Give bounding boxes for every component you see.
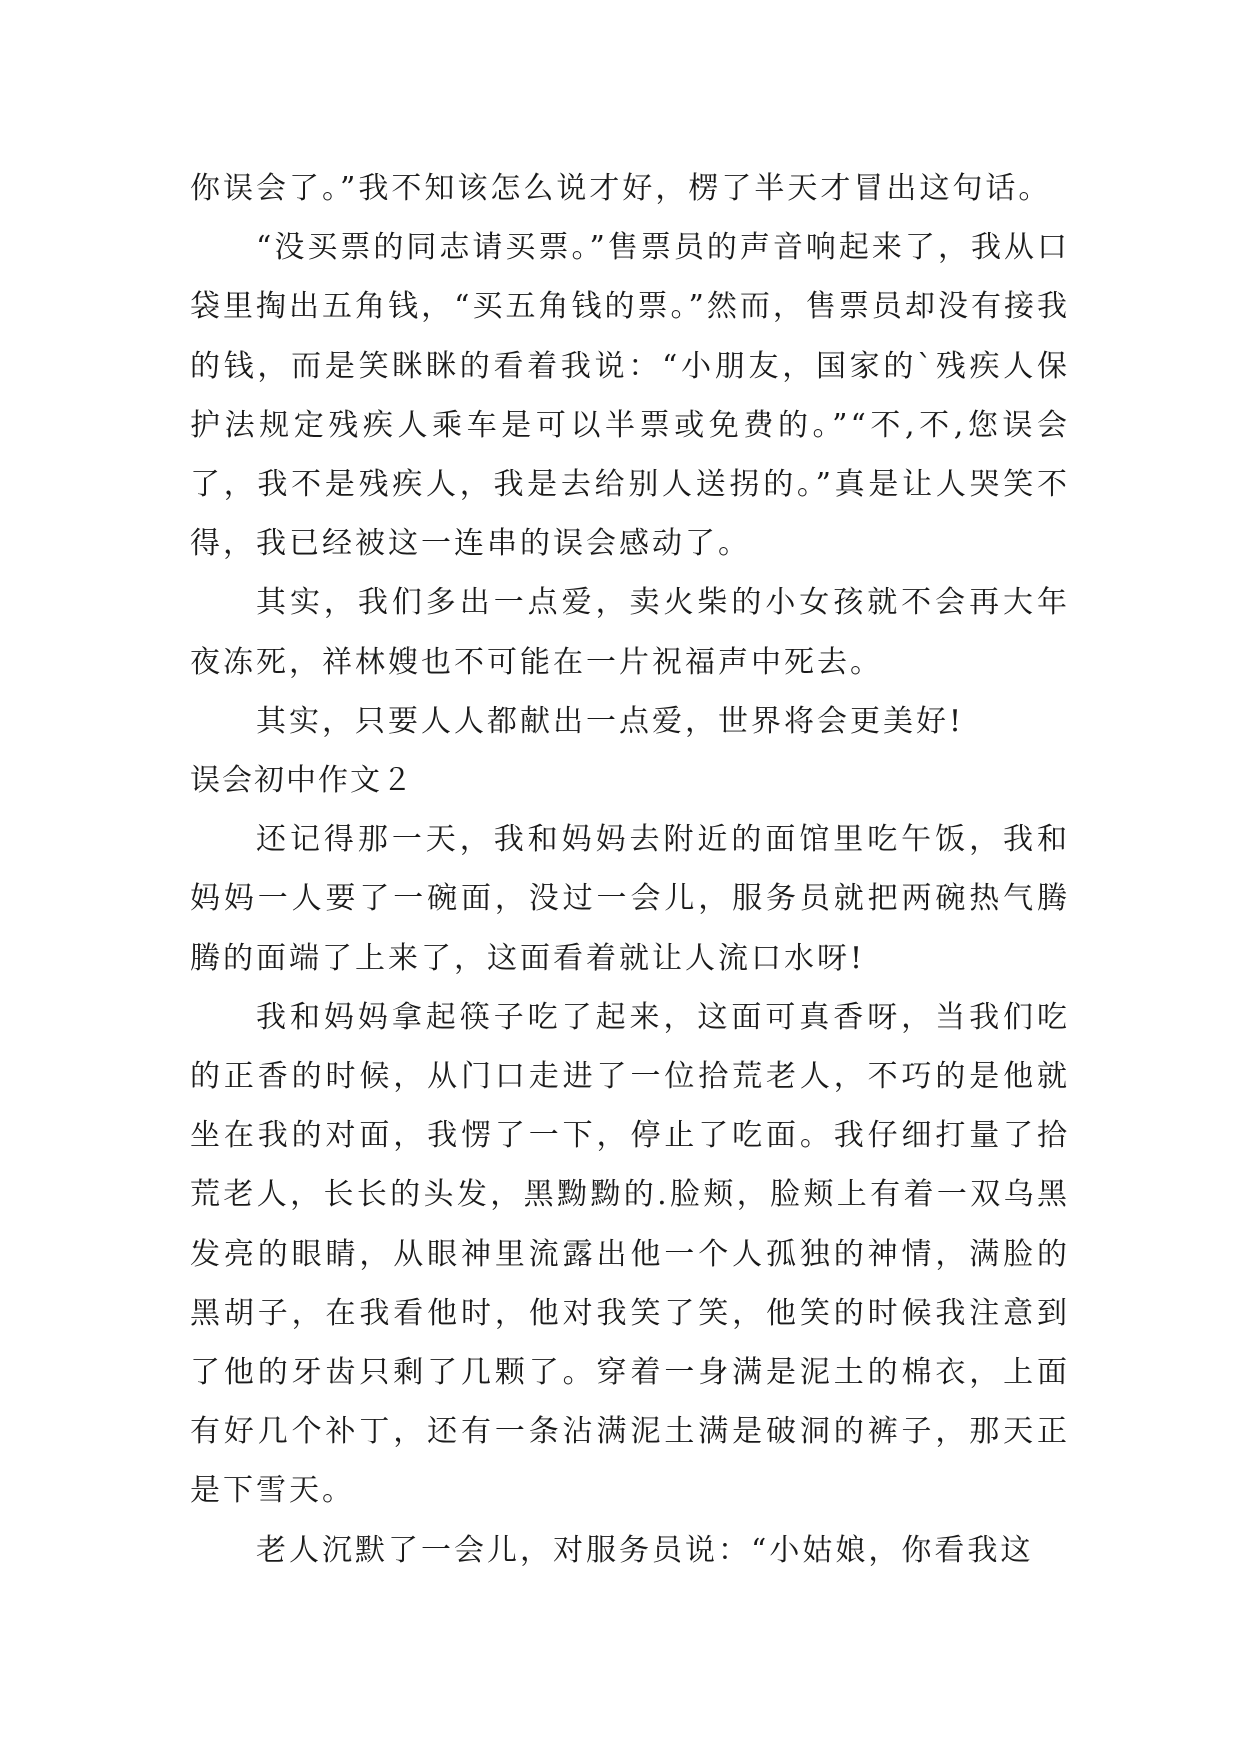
paragraph-noodle-shop: 还记得那一天，我和妈妈去附近的面馆里吃午饭，我和妈妈一人要了一碗面，没过一会儿，服务员就把两碗热气腾腾的面端了上来了，这面看着就让人流口水呀! <box>190 822 1070 976</box>
paragraph-ticket: “没买票的同志请买票。”售票员的声音响起来了，我从口袋里掏出五角钱，“买五角钱的票。”然而，售票员却没有接我的钱，而是笑眯眯的看着我说：“小朋友，国家的`残疾人保护法规定残疾人乘车是可以半票或免费的。”“不,不,您误会了，我不是残疾人，我是去给别人送拐的。”真是让人哭笑不得，我已经被这一连串的误会感动了。 <box>190 230 1070 562</box>
paragraph-continuation: 你误会了。”我不知该怎么说才好，楞了半天才冒出这句话。 <box>190 171 1052 206</box>
section-title: 误会初中作文２ <box>190 763 414 799</box>
paragraph-old-man: 我和妈妈拿起筷子吃了起来，这面可真香呀，当我们吃的正香的时候，从门口走进了一位拾荒老人，不巧的是他就坐在我的对面，我愣了一下，停止了吃面。我仔细打量了拾荒老人，长长的头发，黑黝黝的.脸颊，脸颊上有着一双乌黑发亮的眼睛，从眼神里流露出他一个人孤独的神情，满脸的黑胡子，在我看他时，他对我笑了笑，他笑的时候我注意到了他的牙齿只剩了几颗了。穿着一身满是泥土的棉衣，上面有好几个补丁，还有一条沾满泥土满是破洞的裤子，那天正是下雪天。 <box>190 999 1070 1509</box>
paragraph-old-man-speaks: 老人沉默了一会儿，对服务员说：“小姑娘，你看我这 <box>256 1532 1034 1568</box>
document-body <box>190 159 1070 1580</box>
paragraph-love: 其实，我们多出一点爱，卖火柴的小女孩就不会再大年夜冻死，祥林嫂也不可能在一片祝福声中死去。 <box>190 585 1070 680</box>
paragraph-conclusion: 其实，只要人人都献出一点爱，世界将会更美好! <box>256 703 965 739</box>
